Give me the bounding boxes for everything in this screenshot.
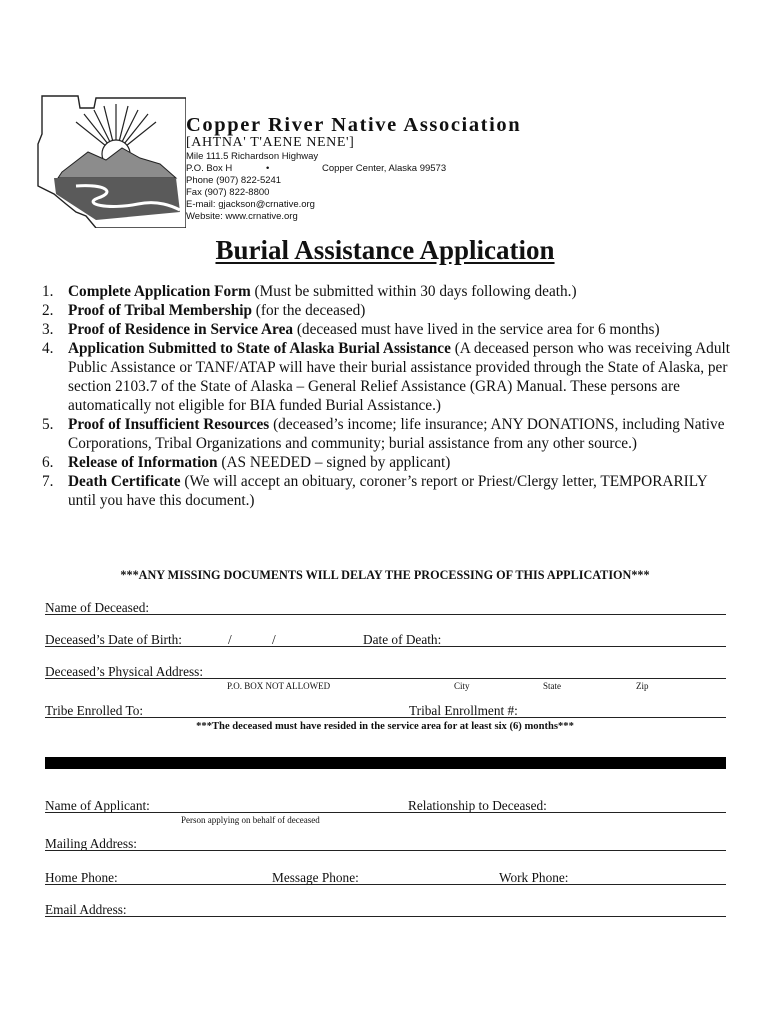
requirement-number: 2. (42, 302, 54, 319)
requirement-detail: (deceased’s income; life insurance; ANY DONATIONS, including Native Corporations, Tribal Organizations and community; burial assistance from any other source.) (68, 416, 725, 452)
section-divider-bar (45, 757, 726, 769)
requirement-number: 1. (42, 283, 54, 300)
requirement-detail: (for the deceased) (251, 302, 366, 319)
requirement-title: Death Certificate (68, 473, 181, 490)
requirement-title: Complete Application Form (68, 283, 251, 300)
page-title: Burial Assistance Application (215, 235, 555, 265)
requirement-number: 3. (42, 321, 54, 338)
requirement-item (42, 282, 732, 301)
deceased-dob-label: Deceased’s Date of Birth: (45, 632, 182, 647)
email-address-label: Email Address: (45, 902, 127, 917)
requirement-detail: (A deceased person who was receiving Adult Public Assistance or TANF/ATAP will have their burial assistance provided through the State of Alaska, per section 2103.7 of the State of Alaska – General Relief Assistance (GRA) Manual. These persons are automatically not eligible for BIA funded Burial Assistance.) (68, 340, 730, 414)
requirement-item (42, 453, 732, 472)
dob-separator: / (272, 632, 276, 647)
requirement-item (42, 472, 732, 510)
requirement-item (42, 320, 732, 339)
home-phone-label: Home Phone: (45, 870, 118, 885)
address-line: Mile 111.5 Richardson Highway (186, 151, 319, 162)
po-box: P.O. Box H (186, 163, 233, 174)
date-of-death-label: Date of Death: (363, 632, 442, 647)
requirement-item (42, 301, 732, 320)
tribal-enrollment-label: Tribal Enrollment #: (409, 703, 518, 718)
requirement-title: Proof of Tribal Membership (68, 302, 252, 319)
org-native-name: [AHTNA' T'AENE NENE'] (186, 135, 355, 150)
requirement-detail: (We will accept an obituary, coroner’s report or Priest/Clergy letter, TEMPORARILY until you have this document.) (68, 473, 708, 509)
requirement-detail: (AS NEEDED – signed by applicant) (217, 454, 451, 471)
requirement-title: Proof of Insufficient Resources (68, 416, 270, 433)
deceased-name-label: Name of Deceased: (45, 600, 150, 615)
applicant-name-label: Name of Applicant: (45, 798, 150, 813)
deceased-address-label: Deceased’s Physical Address: (45, 664, 204, 679)
requirement-title: Release of Information (68, 454, 218, 471)
phone: Phone (907) 822-5241 (186, 175, 282, 186)
requirement-detail: (Must be submitted within 30 days following death.) (250, 283, 577, 300)
requirement-number: 7. (42, 473, 54, 490)
fax: Fax (907) 822-8800 (186, 187, 270, 198)
requirement-number: 4. (42, 340, 54, 357)
work-phone-label: Work Phone: (499, 870, 569, 885)
email-address-field[interactable] (45, 916, 726, 917)
address-hint: P.O. BOX NOT ALLOWED (227, 681, 331, 691)
org-name: Copper River Native Association (186, 114, 522, 136)
mailing-address-field[interactable] (45, 850, 726, 851)
requirement-number: 5. (42, 416, 54, 433)
residency-note: ***The deceased must have resided in the service area for at least six (6) months*** (196, 721, 574, 732)
requirement-title: Proof of Residence in Service Area (68, 321, 294, 338)
missing-documents-warning: ***ANY MISSING DOCUMENTS WILL DELAY THE PROCESSING OF THIS APPLICATION*** (120, 568, 650, 582)
hills (54, 178, 180, 220)
city-hint: City (454, 681, 470, 691)
mailing-address-label: Mailing Address: (45, 836, 137, 851)
bullet: • (266, 163, 270, 174)
requirement-item (42, 415, 732, 453)
deceased-name-field[interactable] (45, 614, 726, 615)
requirement-title: Application Submitted to State of Alaska Burial Assistance (68, 340, 451, 357)
applicant-name-field[interactable] (45, 812, 726, 813)
requirement-number: 6. (42, 454, 54, 471)
dates-field[interactable] (45, 646, 726, 647)
crna-logo (36, 94, 186, 228)
website-link[interactable]: Website: www.crnative.org (186, 211, 298, 222)
requirement-item (42, 339, 732, 415)
state-hint: State (543, 681, 561, 691)
city-state: Copper Center, Alaska 99573 (322, 163, 447, 174)
email-link[interactable]: E-mail: gjackson@crnative.org (186, 199, 315, 210)
dob-separator: / (228, 632, 232, 647)
tribe-enrolled-label: Tribe Enrolled To: (45, 703, 144, 718)
zip-hint: Zip (636, 681, 649, 691)
tribe-field[interactable] (45, 717, 726, 718)
relationship-label: Relationship to Deceased: (408, 798, 547, 813)
applicant-hint: Person applying on behalf of deceased (181, 815, 320, 825)
phone-field[interactable] (45, 884, 726, 885)
requirement-detail: (deceased must have lived in the service area for 6 months) (293, 321, 660, 338)
message-phone-label: Message Phone: (272, 870, 359, 885)
deceased-address-field[interactable] (45, 678, 726, 679)
requirements-list (42, 282, 732, 510)
